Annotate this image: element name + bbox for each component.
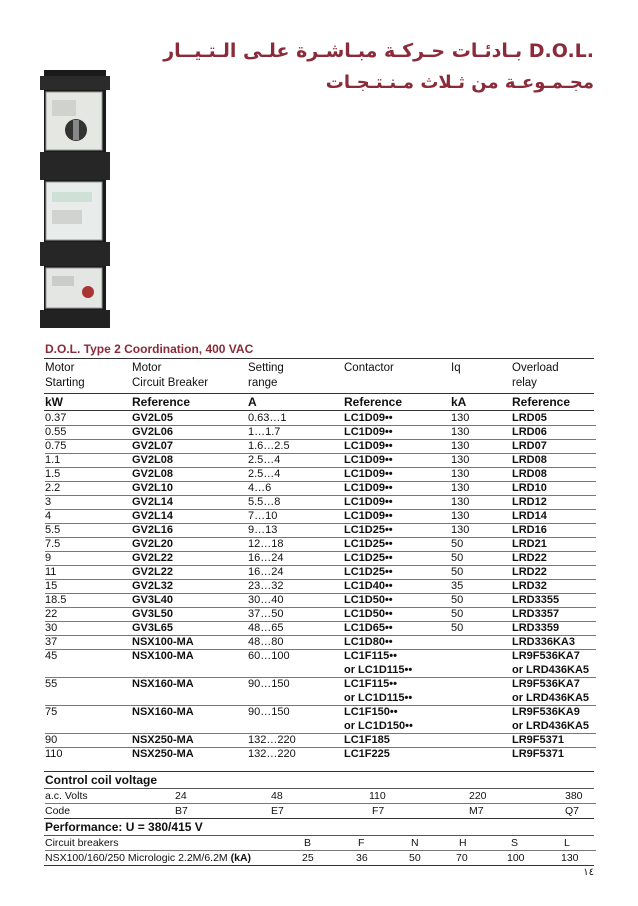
table-cell: LC1D09•• bbox=[344, 482, 393, 494]
table-cell: LC1D09•• bbox=[344, 468, 393, 480]
table-cell: or LRD436KA5 bbox=[512, 664, 590, 676]
table-cell: 90…150 bbox=[248, 678, 290, 690]
table-cell: or LRD436KA5 bbox=[512, 692, 590, 704]
table-cell: LRD08 bbox=[512, 454, 547, 466]
table-row bbox=[45, 719, 600, 733]
table-row bbox=[45, 425, 600, 439]
table-cell: or LC1D115•• bbox=[344, 692, 413, 704]
table-cell: NSX100-MA bbox=[132, 650, 194, 662]
table-cell: GV2L14 bbox=[132, 510, 173, 522]
table-row bbox=[45, 579, 600, 593]
table-cell: 50 bbox=[451, 538, 464, 550]
table-cell: 4…6 bbox=[248, 482, 272, 494]
table-row bbox=[45, 635, 600, 649]
table-cell: 0.75 bbox=[45, 440, 67, 452]
header-rule bbox=[44, 393, 594, 394]
perf-rule bbox=[44, 835, 594, 836]
table-row bbox=[45, 705, 600, 719]
table-cell: LR9F536KA7 bbox=[512, 678, 580, 690]
header-overload-relay: Overload relay bbox=[512, 362, 559, 389]
table-cell: 50 bbox=[451, 622, 464, 634]
table-cell: NSX100-MA bbox=[132, 636, 194, 648]
table-cell: LRD14 bbox=[512, 510, 547, 522]
table-row bbox=[45, 691, 600, 705]
table-cell: GV2L22 bbox=[132, 566, 173, 578]
table-cell: LC1F150•• bbox=[344, 706, 398, 718]
table-cell: LC1D50•• bbox=[344, 608, 393, 620]
table-cell: LC1F115•• bbox=[344, 678, 397, 690]
header-motor-starting: Motor Starting bbox=[45, 362, 85, 389]
table-cell: GV2L05 bbox=[132, 412, 173, 424]
table-cell: LC1F225 bbox=[344, 748, 390, 760]
table-cell: LRD3359 bbox=[512, 622, 560, 634]
table-row bbox=[45, 663, 600, 677]
table-cell: 2.5…4 bbox=[248, 468, 281, 480]
table-cell: LC1D40•• bbox=[344, 580, 393, 592]
table-cell: LC1D25•• bbox=[344, 566, 393, 578]
table-cell: GV2L07 bbox=[132, 440, 173, 452]
perf-cb-row: Circuit breakers B F N H S L bbox=[45, 837, 570, 849]
table-cell: GV2L06 bbox=[132, 426, 173, 438]
table-cell: 45 bbox=[45, 650, 58, 662]
table-cell: 4 bbox=[45, 510, 52, 522]
table-cell: GV2L20 bbox=[132, 538, 173, 550]
table-row bbox=[45, 453, 600, 467]
table-cell: LC1D09•• bbox=[344, 412, 393, 424]
perf-top-rule bbox=[44, 818, 594, 819]
table-cell: 12…18 bbox=[248, 538, 284, 550]
perf-values-row: NSX100/160/250 Micrologic 2.2M/6.2M (kA) 25 36 50 70 100 130 bbox=[45, 852, 579, 864]
table-cell: 60…100 bbox=[248, 650, 290, 662]
table-cell: LRD12 bbox=[512, 496, 547, 508]
table-cell: NSX160-MA bbox=[132, 706, 194, 718]
table-cell: LR9F536KA9 bbox=[512, 706, 580, 718]
table-cell: GV2L14 bbox=[132, 496, 173, 508]
coil-code-row: Code B7 E7 F7 M7 Q7 bbox=[45, 805, 580, 817]
header-setting-range: Setting range bbox=[248, 362, 284, 389]
table-cell: GV2L10 bbox=[132, 482, 173, 494]
table-cell: 9…13 bbox=[248, 524, 278, 536]
table-cell: 7…10 bbox=[248, 510, 278, 522]
coil-sep bbox=[45, 803, 596, 804]
page-number: ١٤ bbox=[583, 867, 594, 878]
arabic-title-line2: مجـمـوعـة من ثـلاث مـنـتـجـات bbox=[325, 72, 594, 93]
table-row bbox=[45, 495, 600, 509]
table-cell: 130 bbox=[451, 496, 470, 508]
table-cell: 2.2 bbox=[45, 482, 61, 494]
table-cell: LRD05 bbox=[512, 412, 547, 424]
perf-bottom-rule bbox=[44, 865, 594, 866]
table-row bbox=[45, 677, 600, 691]
table-cell: 15 bbox=[45, 580, 58, 592]
table-cell: 50 bbox=[451, 552, 464, 564]
table-cell: 18.5 bbox=[45, 594, 67, 606]
table-cell: LRD32 bbox=[512, 580, 547, 592]
table-cell: 130 bbox=[451, 454, 470, 466]
subheader-row: kW Reference A Reference kA Reference bbox=[45, 395, 571, 409]
table-cell: 30 bbox=[45, 622, 58, 634]
table-cell: 110 bbox=[45, 748, 63, 760]
table-cell: 37…50 bbox=[248, 608, 284, 620]
table-cell: LC1D09•• bbox=[344, 496, 393, 508]
table-cell: 132…220 bbox=[248, 734, 296, 746]
table-cell: LC1F115•• bbox=[344, 650, 397, 662]
table-cell: 50 bbox=[451, 566, 464, 578]
table-end-rule bbox=[44, 771, 594, 772]
table-cell: LR9F536KA7 bbox=[512, 650, 580, 662]
table-cell: LRD3357 bbox=[512, 608, 560, 620]
table-cell: GV3L50 bbox=[132, 608, 173, 620]
table-cell: LC1F185 bbox=[344, 734, 390, 746]
table-cell: or LC1D115•• bbox=[344, 664, 413, 676]
table-row bbox=[45, 733, 600, 747]
table-cell: GV2L32 bbox=[132, 580, 173, 592]
table-cell: 16…24 bbox=[248, 566, 284, 578]
table-cell: LRD10 bbox=[512, 482, 547, 494]
table-cell: 90…150 bbox=[248, 706, 290, 718]
table-row bbox=[45, 551, 600, 565]
table-title: D.O.L. Type 2 Coordination, 400 VAC bbox=[45, 342, 254, 356]
table-cell: 0.37 bbox=[45, 412, 67, 424]
table-cell: LRD08 bbox=[512, 468, 547, 480]
table-cell: 130 bbox=[451, 524, 470, 536]
table-cell: 130 bbox=[451, 426, 470, 438]
table-row bbox=[45, 593, 600, 607]
table-cell: 130 bbox=[451, 412, 470, 424]
table-cell: LRD16 bbox=[512, 524, 547, 536]
table-cell: LC1D09•• bbox=[344, 440, 393, 452]
table-row bbox=[45, 509, 600, 523]
table-cell: 1.1 bbox=[45, 454, 61, 466]
table-row bbox=[45, 565, 600, 579]
table-cell: 50 bbox=[451, 608, 464, 620]
table-cell: 9 bbox=[45, 552, 52, 564]
table-cell: LC1D09•• bbox=[344, 454, 393, 466]
table-cell: LC1D25•• bbox=[344, 524, 393, 536]
dol-starter-image bbox=[40, 70, 120, 332]
table-cell: 130 bbox=[451, 482, 470, 494]
coil-rule bbox=[44, 788, 594, 789]
table-row bbox=[45, 621, 600, 635]
table-cell: 11 bbox=[45, 566, 57, 578]
table-cell: 132…220 bbox=[248, 748, 296, 760]
table-cell: GV3L65 bbox=[132, 622, 173, 634]
table-cell: LC1D65•• bbox=[344, 622, 393, 634]
performance-title: Performance: U = 380/415 V bbox=[45, 820, 203, 834]
table-cell: LRD3355 bbox=[512, 594, 560, 606]
table-cell: 22 bbox=[45, 608, 58, 620]
table-cell: NSX250-MA bbox=[132, 734, 194, 746]
table-cell: GV2L16 bbox=[132, 524, 173, 536]
table-row bbox=[45, 537, 600, 551]
table-cell: 5.5 bbox=[45, 524, 61, 536]
table-cell: LRD22 bbox=[512, 566, 547, 578]
table-cell: 16…24 bbox=[248, 552, 284, 564]
table-cell: 0.63…1 bbox=[248, 412, 287, 424]
table-cell: NSX250-MA bbox=[132, 748, 194, 760]
table-cell: LR9F5371 bbox=[512, 734, 564, 746]
table-cell: 7.5 bbox=[45, 538, 61, 550]
table-cell: 1.5 bbox=[45, 468, 61, 480]
table-cell: GV2L08 bbox=[132, 468, 173, 480]
table-cell: 1…1.7 bbox=[248, 426, 281, 438]
table-row bbox=[45, 523, 600, 537]
table-cell: LRD07 bbox=[512, 440, 547, 452]
table-cell: LC1D09•• bbox=[344, 426, 393, 438]
table-cell: 55 bbox=[45, 678, 58, 690]
table-row bbox=[45, 467, 600, 481]
arabic-title-line1: بـادئـات حـركـة مبـاشـرة علـى الـتـيــار D.O.L. bbox=[163, 40, 594, 62]
table-row bbox=[45, 481, 600, 495]
table-cell: LC1D25•• bbox=[344, 538, 393, 550]
table-cell: LRD21 bbox=[512, 538, 547, 550]
table-cell: 48…80 bbox=[248, 636, 284, 648]
header-iq: Iq bbox=[451, 362, 461, 374]
table-cell: 30…40 bbox=[248, 594, 284, 606]
table-row bbox=[45, 747, 600, 761]
table-cell: LC1D25•• bbox=[344, 552, 393, 564]
table-cell: 50 bbox=[451, 594, 464, 606]
control-coil-title: Control coil voltage bbox=[45, 773, 158, 787]
title-rule bbox=[44, 358, 594, 359]
table-cell: 37 bbox=[45, 636, 58, 648]
table-cell: 35 bbox=[451, 580, 464, 592]
coil-volts-row: a.c. Volts 24 48 110 220 380 bbox=[45, 790, 583, 802]
table-row bbox=[45, 411, 600, 425]
table-cell: or LC1D150•• bbox=[344, 720, 413, 732]
table-cell: 0.55 bbox=[45, 426, 67, 438]
table-cell: 48…65 bbox=[248, 622, 284, 634]
table-cell: 5.5…8 bbox=[248, 496, 281, 508]
table-cell: 2.5…4 bbox=[248, 454, 281, 466]
table-cell: GV3L40 bbox=[132, 594, 173, 606]
table-cell: LC1D09•• bbox=[344, 510, 393, 522]
table-cell: 23…32 bbox=[248, 580, 284, 592]
table-cell: 130 bbox=[451, 510, 470, 522]
header-contactor: Contactor bbox=[344, 362, 394, 374]
table-cell: 3 bbox=[45, 496, 52, 508]
table-cell: LR9F5371 bbox=[512, 748, 564, 760]
table-cell: NSX160-MA bbox=[132, 678, 194, 690]
table-cell: or LRD436KA5 bbox=[512, 720, 590, 732]
table-cell: LC1D80•• bbox=[344, 636, 393, 648]
table-cell: 130 bbox=[451, 440, 470, 452]
table-cell: 90 bbox=[45, 734, 58, 746]
table-cell: GV2L08 bbox=[132, 454, 173, 466]
table-row bbox=[45, 649, 600, 663]
table-cell: 130 bbox=[451, 468, 470, 480]
perf-sep bbox=[45, 850, 596, 851]
header-circuit-breaker: Motor Circuit Breaker bbox=[132, 362, 209, 389]
table-cell: GV2L22 bbox=[132, 552, 173, 564]
table-cell: 1.6…2.5 bbox=[248, 440, 290, 452]
table-cell: LC1D50•• bbox=[344, 594, 393, 606]
table-cell: 75 bbox=[45, 706, 58, 718]
table-cell: LRD336KA3 bbox=[512, 636, 575, 648]
table-row bbox=[45, 607, 600, 621]
table-row bbox=[45, 439, 600, 453]
table-cell: LRD22 bbox=[512, 552, 547, 564]
table-cell: LRD06 bbox=[512, 426, 547, 438]
